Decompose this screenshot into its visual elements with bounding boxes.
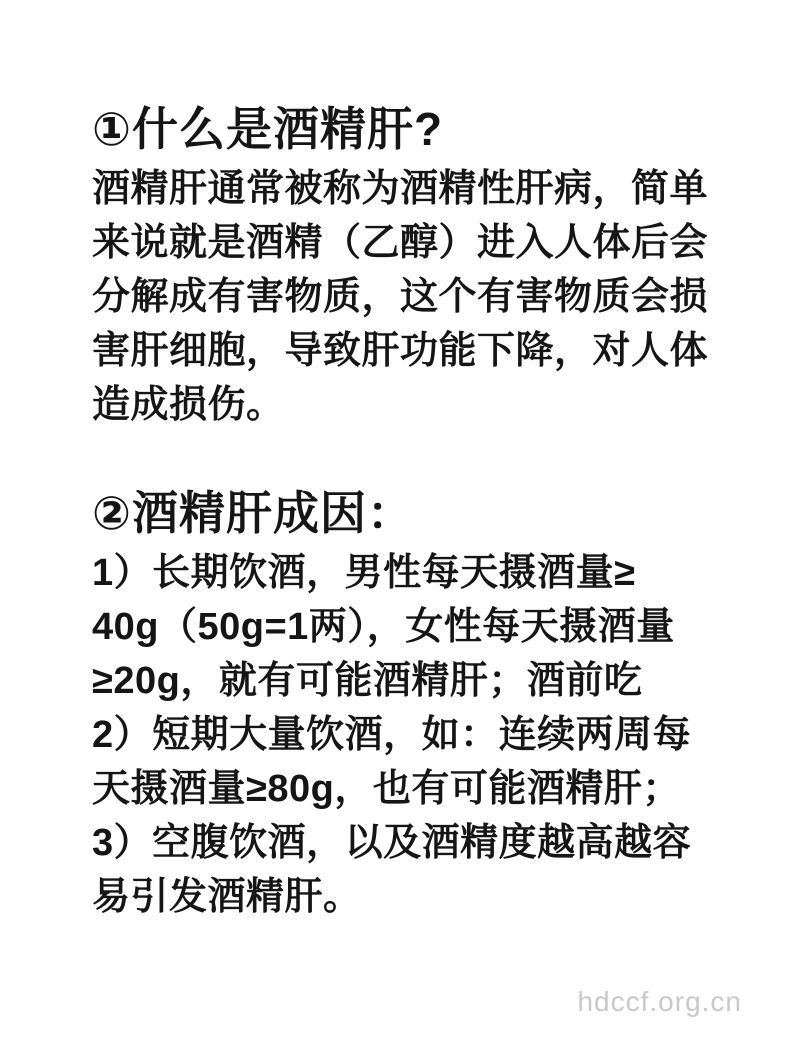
- text-line: 2）短期大量饮酒，如：连续两周每: [92, 714, 692, 756]
- text-line: 造成损伤。: [92, 384, 285, 426]
- text-line: 3）空腹饮酒，以及酒精度越高越容: [92, 822, 692, 864]
- section-2-body: [92, 546, 742, 924]
- text-line: 分解成有害物质，这个有害物质会损: [92, 276, 709, 318]
- text-line: 来说就是酒精（乙醇）进入人体后会: [92, 222, 709, 264]
- section-1-body: [92, 162, 742, 432]
- text-line: 1）长期饮酒，男性每天摄酒量≥: [92, 552, 636, 594]
- poster-content: [92, 98, 742, 924]
- text-line: 40g（50g=1两），女性每天摄酒量: [92, 606, 675, 648]
- section-what-is-alcoholic-liver: [92, 98, 742, 432]
- text-line: 天摄酒量≥80g，也有可能酒精肝；: [92, 768, 681, 810]
- text-line: 易引发酒精肝。: [92, 876, 362, 918]
- text-line: 酒精肝通常被称为酒精性肝病，简单: [92, 168, 709, 210]
- section-divider-space: [92, 432, 742, 482]
- text-line: ≥20g，就有可能酒精肝；酒前吃: [92, 660, 643, 702]
- text-line: 害肝细胞，导致肝功能下降，对人体: [92, 330, 709, 372]
- section-2-heading: ②酒精肝成因：: [92, 487, 414, 539]
- section-1-heading: ①什么是酒精肝?: [92, 103, 444, 155]
- section-causes: [92, 482, 742, 924]
- site-watermark: hdccf.org.cn: [577, 986, 742, 1017]
